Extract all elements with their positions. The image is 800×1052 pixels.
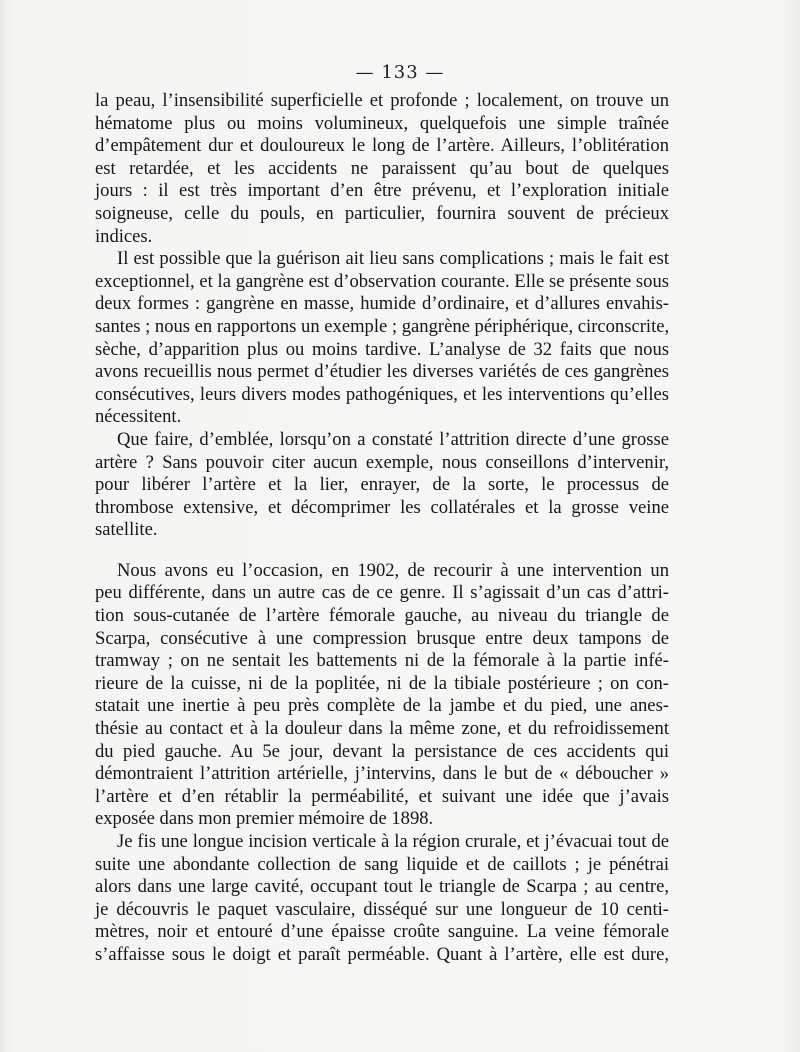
text-line: s’affaisse sous le doigt et paraît perméable. Quant à l’artère, elle est dure, — [95, 943, 669, 965]
paragraph-2 — [95, 248, 669, 429]
text-line: indices. — [95, 225, 153, 247]
text-line: Je fis une longue incision verticale à la région crurale, et j’évacuai tout de — [117, 831, 669, 852]
text-line: suite une abondante collection de sang liquide et de caillots ; je pénétrai — [95, 853, 669, 875]
paragraph-1 — [95, 90, 669, 248]
page-number: — 133 — — [355, 62, 445, 83]
text-line: deux formes : gangrène en masse, humide d’ordinaire, et d’allures envahis- — [95, 293, 669, 315]
text-line: Scarpa, consécutive à une compression brusque entre deux tampons de — [95, 627, 669, 649]
text-line: l’artère et d’en rétablir la perméabilité, et suivant une idée que j’avais — [95, 785, 669, 807]
text-line: tramway ; on ne sentait les battements ni de la fémorale à la partie infé- — [95, 650, 669, 672]
text-line: d’empâtement dur et douloureux le long de l’artère. Ailleurs, l’oblitération — [95, 135, 669, 157]
text-line: démontraient l’attrition artérielle, j’intervins, dans le but de « déboucher » — [95, 763, 669, 785]
text-line: peu différente, dans un autre cas de ce genre. Il s’agissait d’un cas d’attri- — [95, 582, 669, 604]
text-line: thrombose extensive, et décomprimer les collatérales et la grosse veine — [95, 496, 669, 518]
text-line: la peau, l’insensibilité superficielle et profonde ; localement, on trouve un — [95, 90, 669, 111]
text-line: du pied gauche. Au 5e jour, devant la persistance de ces accidents qui — [95, 740, 669, 762]
text-line: rieure de la cuisse, ni de la poplitée, ni de la tibiale postérieure ; on con- — [95, 672, 669, 694]
text-line: consécutives, leurs divers modes pathogéniques, et les interventions qu’elles — [95, 383, 669, 405]
text-line: alors dans une large cavité, occupant tout le triangle de Scarpa ; au centre, — [95, 876, 669, 898]
paragraph-5 — [95, 831, 669, 967]
text-line: je découvris le paquet vasculaire, disséqué sur une longueur de 10 centi- — [95, 898, 669, 920]
text-line: santes ; nous en rapportons un exemple ; gangrène périphérique, circonscrite, — [95, 315, 670, 337]
text-line: sèche, d’apparition plus ou moins tardive. L’analyse de 32 faits que nous — [95, 338, 669, 360]
text-line: statait une inertie à peu près complète de la jambe et du pied, une anes- — [95, 695, 669, 717]
text-line: soigneuse, celle du pouls, en particulier, fournira souvent de précieux — [95, 202, 669, 224]
paragraph-gap — [95, 542, 669, 560]
text-line: artère ? Sans pouvoir citer aucun exemple, nous conseillons d’intervenir, — [95, 451, 669, 473]
text-line: satellite. — [95, 519, 158, 541]
text-line: jours : il est très important d’en être prévenu, et l’exploration initiale — [95, 180, 669, 202]
text-line: pour libérer l’artère et la lier, enrayer, de la sorte, le processus de — [95, 474, 669, 496]
text-line: mètres, noir et entouré d’une épaisse croûte sanguine. La veine fémorale — [95, 921, 669, 943]
text-line: Il est possible que la guérison ait lieu sans complications ; mais le fait est — [117, 248, 669, 270]
text-line: est retardée, et les accidents ne paraissent qu’au bout de quelques — [95, 157, 669, 179]
text-line: exposée dans mon premier mémoire de 1898. — [95, 808, 434, 830]
text-line: hématome plus ou moins volumineux, quelquefois une simple traînée — [95, 112, 669, 134]
text-line: tion sous-cutanée de l’artère fémorale gauche, au niveau du triangle de — [95, 605, 669, 627]
body-text — [95, 90, 669, 967]
paragraph-3 — [95, 429, 669, 542]
text-line: thésie au contact et à la douleur dans la même zone, et du refroidissement — [95, 718, 669, 740]
text-line: Que faire, d’emblée, lorsqu’on a constaté l’attrition directe d’une grosse — [117, 428, 669, 450]
text-line: avons recueillis nous permet d’étudier les diverses variétés de ces gangrènes — [95, 361, 669, 383]
paragraph-4 — [95, 560, 669, 831]
text-line: Nous avons eu l’occasion, en 1902, de recourir à une intervention un — [117, 559, 669, 581]
text-line: nécessitent. — [95, 406, 182, 428]
text-line: exceptionnel, et la gangrène est d’observation courante. Elle se présente sous — [95, 270, 669, 292]
